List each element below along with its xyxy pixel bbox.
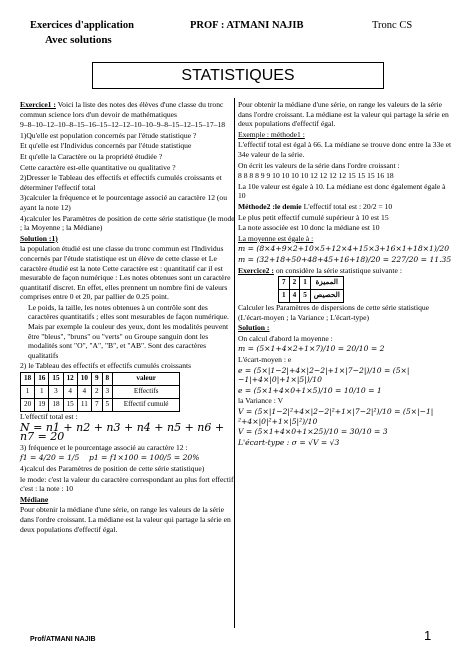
header-right: Tronc CS bbox=[372, 20, 413, 31]
table-cell: 4 bbox=[63, 386, 77, 399]
right-column bbox=[238, 100, 453, 448]
table-cell: 11 bbox=[77, 399, 91, 412]
moyenne-formula-1: m = (8×4+9×2+10×5+12×4+15×3+16×1+18×1)/20 bbox=[238, 244, 450, 254]
table-cell: 10 bbox=[77, 373, 91, 386]
mediane-def: Pour obtenir la médiane d'une série, on range les valeurs de la série dans l'ordre croissant. La médiane est la valeur qui partage la série en deux populations d'effectif égal. bbox=[238, 100, 449, 129]
series-cell: 5 bbox=[300, 290, 311, 303]
sol2-line-2: m = (5×1+4×2+1×7)/10 = 20/10 = 2 bbox=[238, 344, 385, 354]
question-4: 4)calculer les Paramètres de position de cette série statistique (le mode ; la Moyenne ; la Médiane) bbox=[20, 213, 235, 233]
exercise2-heading: Exercice2 : bbox=[238, 265, 274, 275]
solution-text-1: la population étudié est une classe du tronc commun est l'Individus concernés par l'étude statistique est un élève de cette classe et Le caractère étudié est la note Cette caractère est : quantitatif car il est mesurable de façon numérique : Les notes obtenues sont un caractère quantitatif discret. En effet, elles prennent un nombre fini de valeurs comprises entre 0 et 20, par pallier de 0.25 point. bbox=[20, 244, 231, 302]
series-cell: 1 bbox=[279, 290, 290, 303]
series-cell: 1 bbox=[300, 277, 311, 290]
table-row-label: Effectif cumulé bbox=[113, 399, 180, 412]
mediane-text: Pour obtenir la médiane d'une série, on range les valeurs de la série dans l'ordre croissant. La médiane est la valeur qui partage la série en deux populations d'effectif égal. bbox=[20, 505, 231, 534]
footer-author: Prof/ATMANI NAJIB bbox=[30, 636, 96, 643]
page-title: STATISTIQUES bbox=[92, 62, 384, 89]
header-sub: Avec solutions bbox=[45, 34, 112, 46]
series-cell: المميزة bbox=[310, 277, 343, 290]
mediane-heading: Médiane bbox=[20, 494, 49, 504]
series-cell: 2 bbox=[289, 277, 300, 290]
table-cell: 15 bbox=[63, 399, 77, 412]
frequence-formulas bbox=[20, 453, 235, 463]
table-cell: 1 bbox=[21, 386, 35, 399]
sol2-line-4: e = (5×|1−2|+4×|2−2|+1×|7−2|)/10 = (5×|−1|+4×|0|+1×|5|)/10 bbox=[238, 365, 410, 385]
notes-list: 9–8–10–12–10–8–15–16–15–12–12–10–10–9–8–15–12–15–17–18 bbox=[20, 120, 226, 130]
table-cell: 18 bbox=[21, 373, 35, 386]
series-cell: 4 bbox=[289, 290, 300, 303]
n-formula: N = n1 + n2 + n3 + n4 + n5 + n6 + n7 = 20 bbox=[20, 420, 225, 444]
moyenne-formula-2: m = (32+18+50+48+45+16+18)/20 = 227/20 = 11.35 bbox=[238, 254, 452, 264]
table-cell: 19 bbox=[35, 399, 49, 412]
solution2-heading: Solution : bbox=[238, 323, 270, 333]
question-3: 3)calculer la fréquence et le pourcentage associé au caractère 12 (ou ayant la note 12) bbox=[20, 193, 228, 212]
moyenne-heading: La moyenne est égale à : bbox=[238, 233, 314, 243]
table-row-label: Effectifs bbox=[113, 386, 180, 399]
ordered-series: 8 8 8 8 9 9 10 10 10 10 12 12 12 12 15 15 15 16 18 bbox=[238, 171, 394, 181]
exercise1-heading: Exercice1 : bbox=[20, 100, 56, 109]
table-cell: 8 bbox=[102, 373, 113, 386]
series-table bbox=[278, 276, 344, 303]
sol2-line-8: V = (5×1+4×0+1×25)/10 = 30/10 = 3 bbox=[238, 427, 388, 437]
p-formula: p1 = f1×100 = 100/5 = 20% bbox=[88, 453, 200, 463]
series-cell: 7 bbox=[279, 277, 290, 290]
table-cell: 5 bbox=[102, 399, 113, 412]
question-1: 1)Qu'elle est population concernés par l'étude statistique ? bbox=[20, 130, 197, 140]
effectifs-table bbox=[20, 372, 180, 412]
method1-b: On écrit les valeurs de la série dans l'ordre croissant : bbox=[238, 160, 400, 170]
solution-text-3: 2) le Tableau des effectifs et effectifs cumulés croissants bbox=[20, 361, 192, 371]
table-cell: 18 bbox=[49, 399, 63, 412]
table-cell: 4 bbox=[77, 386, 91, 399]
page-number: 1 bbox=[424, 628, 432, 643]
method1-heading: Exemple : méthode1 : bbox=[238, 129, 305, 139]
question-1b: Et qu'elle est l'Individus concernés par l'étude statistique bbox=[20, 141, 192, 151]
table-cell: 7 bbox=[91, 399, 102, 412]
exercise2-intro: on considère la série statistique suivante : bbox=[273, 265, 402, 275]
table-cell: 9 bbox=[91, 373, 102, 386]
exercise2-question: Calculer les Paramètres de dispersions de cette série statistique (L'écart-moyen ; la Variance ; L'écart-type) bbox=[238, 303, 430, 322]
sol2-line-1: On calcul d'abord la moyenne : bbox=[238, 333, 333, 343]
left-column bbox=[20, 100, 235, 535]
question-2: 2)Dresser le Tableau des effectifs et effectifs cumulés croissants et déterminer l'effectif total bbox=[20, 173, 222, 192]
series-cell: الحصيص bbox=[310, 290, 343, 303]
mode-text: le mode: c'est la valeur du caractère correspondant au plus fort effectif c'est : la note : 10 bbox=[20, 474, 234, 494]
effectif-total-label: L'effectif total est : bbox=[20, 412, 78, 422]
sol2-line-6: la Variance : V bbox=[238, 396, 284, 406]
table-cell: 12 bbox=[63, 373, 77, 386]
sol2-line-9: L'écart-type : σ = √V = √3 bbox=[238, 437, 340, 447]
table-cell: 3 bbox=[49, 386, 63, 399]
solution-text-2: Le poids, la taille, les notes obtenues à un contrôle sont des caractères quantitatifs ; elles sont mesurables de façon numérique. Mais par exemple la couleur des yeux, dont les modalités peuvent être "bleus", "bruns" ou "verts" ou Groupe sanguin dont les modalités sont "O", "A", "B", et "AB". Sont des caractères qualitatifs bbox=[28, 302, 229, 360]
table-cell: 15 bbox=[49, 373, 63, 386]
method1-c: La 10e valeur est égale à 10. La médiane est donc également égale à 10 bbox=[238, 181, 446, 201]
method1-a: L'effectif total est égal à 66. La médiane se trouve donc entre la 33e et 34e valeur de la série. bbox=[238, 140, 452, 159]
table-cell: 2 bbox=[91, 386, 102, 399]
solution-heading: Solution :1) bbox=[20, 233, 58, 243]
sol2-line-5: e = (5×1+4×0+1×5)/10 = 10/10 = 1 bbox=[238, 385, 382, 395]
header-center: PROF : ATMANI NAJIB bbox=[190, 20, 304, 31]
question-4b: 4)calcul des Paramètres de position de cette série statistique) bbox=[20, 464, 205, 473]
method2-heading: Méthode2 :le demie bbox=[238, 201, 302, 211]
table-row-label: valeur bbox=[113, 373, 180, 386]
question-1d: Cette caractère est-elle quantitative ou qualitative ? bbox=[20, 162, 176, 172]
table-cell: 20 bbox=[21, 399, 35, 412]
table-cell: 16 bbox=[35, 373, 49, 386]
table-cell: 3 bbox=[102, 386, 113, 399]
method2-a: L'effectif total est : 20/2 = 10 bbox=[303, 201, 393, 211]
header-left: Exercices d'application bbox=[30, 20, 134, 31]
sol2-line-3: L'écart-moyen : e bbox=[238, 355, 292, 365]
question-1c: Et qu'elle la Caractère ou la propriété étudiée ? bbox=[20, 151, 163, 161]
method2-c: La note associée est 10 donc la médiane est 10 bbox=[238, 223, 380, 233]
exercise1-intro: Voici la liste des notes des élèves d'une classe du tronc commun science lors d'un devoir de mathématiques bbox=[20, 100, 224, 119]
sol2-line-7: V = (5×|1−2|²+4×|2−2|²+1×|7−2|²)/10 = (5×|−1|²+4×|0|²+1×|5|²)/10 bbox=[238, 407, 434, 426]
frequence-line: 3) fréquence et le pourcentage associé au caractère 12 : bbox=[20, 442, 188, 452]
table-cell: 1 bbox=[35, 386, 49, 399]
method2-b: Le plus petit effectif cumulé supérieur à 10 est 15 bbox=[238, 212, 389, 222]
f-formula: f1 = 4/20 = 1/5 bbox=[20, 453, 80, 463]
